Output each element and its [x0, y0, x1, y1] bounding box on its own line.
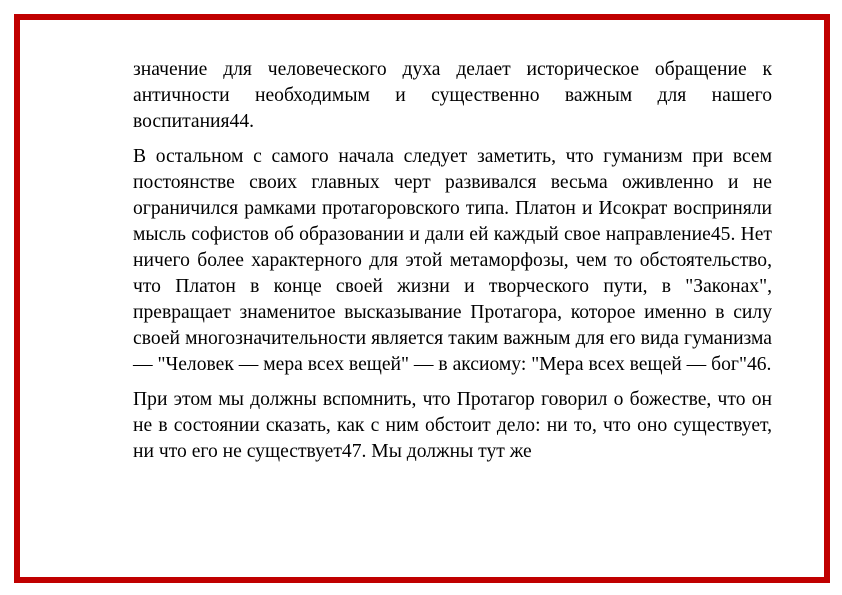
- text-block: [133, 57, 772, 465]
- paragraph-1: значение для человеческого духа делает историческое обращение к античности необходимым и существенно важным для нашего воспитания44.: [133, 59, 772, 132]
- paragraph-2: В остальном с самого начала следует заметить, что гуманизм при всем постоянстве своих главных черт развивался весьма оживленно и не ограничился рамками протагоровского типа. Платон и Исократ восприняли мысль софистов об образовании и дали ей каждый свое направление45. Нет ничего более характерного для этой метаморфозы, чем то обстоятельство, что Платон в конце своей жизни и творческого пути, в "Законах", превращает знаменитое высказывание Протагора, которое именно в силу своей многозначительности является таким важным для его вида гуманизма — "Человек — мера всех вещей" — в аксиому: "Мера всех вещей — бог"46.: [133, 146, 772, 375]
- paragraph-3: При этом мы должны вспомнить, что Протагор говорил о божестве, что он не в состоянии сказать, как с ним обстоит дело: ни то, что оно существует, ни что его не существует47. Мы должны тут же: [133, 389, 772, 462]
